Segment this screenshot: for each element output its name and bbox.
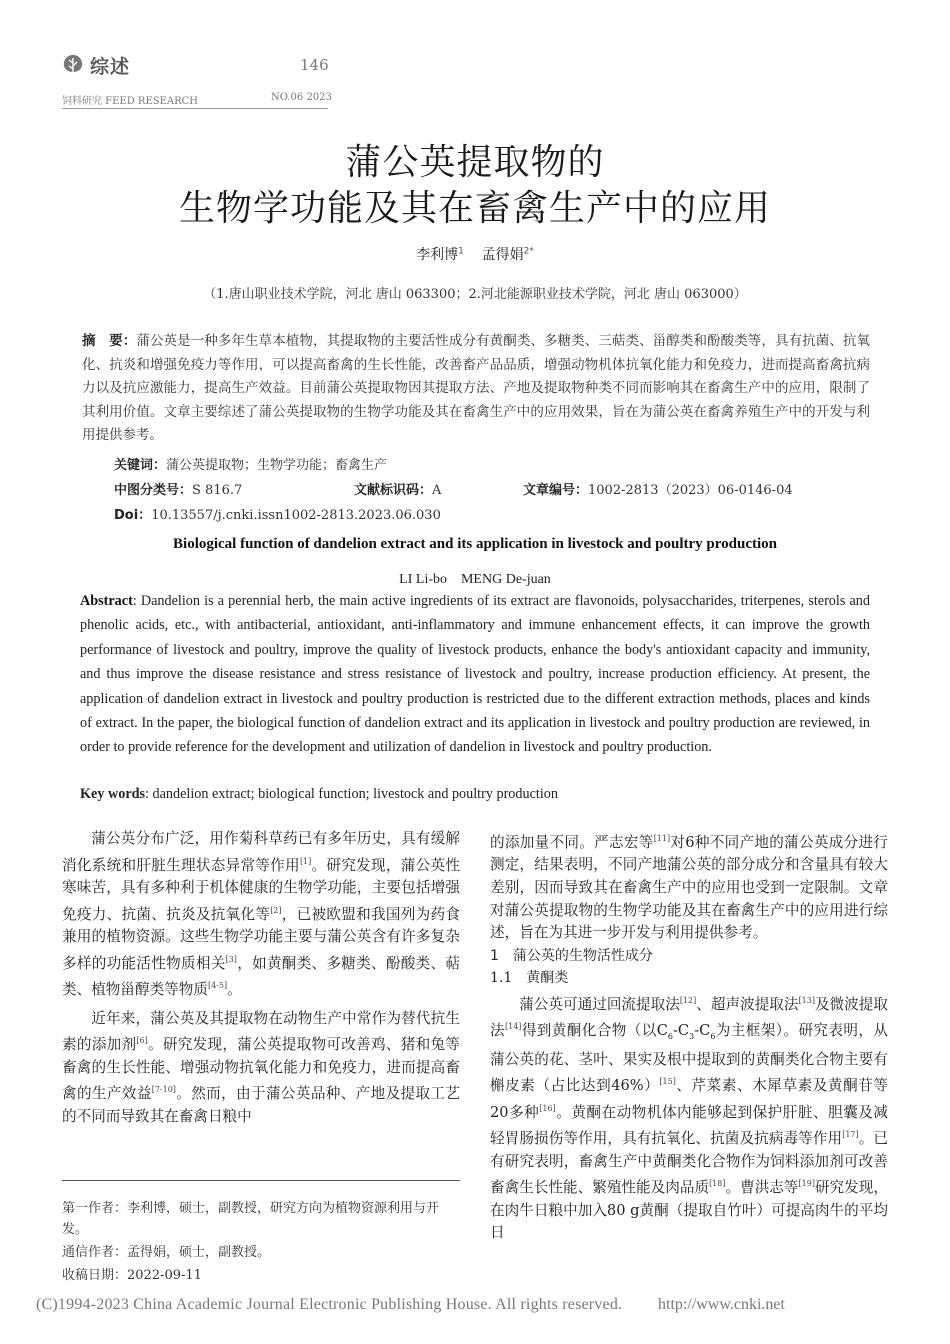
document-id [354, 479, 441, 498]
doi [114, 504, 441, 523]
english-abstract: Abstract: Dandelion is a perennial herb, the main active ingredients of its extract are flavonoids, polysaccharides, triterpenes, sterols and phenolic acids, etc., with antibacterial, antioxidant, anti-inflammatory and immune enhancement effects, it can improve the growth performance of livestock and poultry, improve the quality of livestock products, enhance the body's antioxidant capacity and immunity, and thus improve the disease resistance and stress resistance of livestock and poultry, increase production efficiency. At present, the application of dandelion extract in livestock and poultry production is restricted due to the different extraction methods, places and kinds of extract. In the paper, the biological function of dandelion extract and its application in livestock and poultry production are reviewed, in order to provide reference for the development and utilization of dandelion in livestock and poultry production. [80, 593, 870, 756]
doi-label: Doi： [114, 508, 152, 523]
citation: [12] [679, 996, 697, 1006]
paper-title-line1: 蒲公英提取物的 [345, 142, 605, 183]
paragraph: 近年来，蒲公英及其提取物在动物生产中常作为替代抗生素的添加剂[6]。研究发现，蒲公英提取物可改善鸡、猪和兔等畜禽的生长性能、增强动物抗氧化能力和免疫力，进而提高畜禽的生产效益[7-10]。然而，由于蒲公英品种、产地及提取工艺的不同而导致其在畜禽日粮中 [62, 1009, 460, 1125]
subsection-heading: 1.1 黄酮类 [490, 970, 569, 987]
citation: [16] [539, 1103, 556, 1113]
citation: [19] [798, 1179, 815, 1189]
doi-value: 10.13557/j.cnki.issn1002-2813.2023.06.030 [151, 508, 441, 523]
citation: [6] [136, 1036, 148, 1046]
keywords-cn-label: 关键词： [114, 458, 167, 473]
document-id-label: 文献标识码： [354, 483, 433, 498]
author-2-affil: 2* [523, 246, 534, 257]
footnote-received: 收稿日期：2022-09-11 [62, 1268, 202, 1283]
footnote-rule [62, 1180, 460, 1181]
keywords-cn [114, 454, 387, 473]
author-2: 孟得娟 [481, 247, 524, 263]
journal-name: 饲料研究 FEED RESEARCH [62, 96, 199, 107]
paragraph: 蒲公英可通过回流提取法[12]、超声波提取法[13]及微波提取法[14]得到黄酮化合物（以$C_6-C_3-C_6$为主框架）。研究表明，从蒲公英的花、茎叶、果实及根中提取到的黄酮类化合物主要有槲皮素（占比达到46%）[15]、芹菜素、木犀草素及黄酮苷等20多种[16]。黄酮在动物机体内能够起到保护肝脏、胆囊及减轻胃肠损伤等作用，具有抗氧化、抗菌及抗病毒等作用[17]。已有研究表明，畜禽生产中黄酮类化合物作为饲料添加剂可改善畜禽生长性能、繁殖性能及肉品质[18]。曹洪志等[19]研究发现，在肉牛日粮中加入80 g黄酮（提取自竹叶）可提高肉牛的平均日 [490, 995, 888, 1242]
section-heading: 1 蒲公英的生物活性成分 [490, 947, 653, 964]
english-keywords-label: Key words [80, 786, 146, 802]
journal-issue: NO.06 2023 [271, 92, 332, 103]
citation: [1] [299, 856, 312, 866]
english-abstract-label: Abstract [80, 593, 133, 609]
abstract-cn-label: 摘 要： [82, 333, 137, 349]
classification-label: 中图分类号： [114, 483, 193, 498]
citation: [3] [225, 954, 237, 964]
keywords-cn-text: 蒲公英提取物；生物学功能；畜禽生产 [166, 458, 388, 473]
english-keywords: Key words: dandelion extract; biological function; livestock and poultry production [80, 786, 558, 802]
footnote-corresponding: 通信作者：孟得娟，硕士，副教授。 [62, 1245, 271, 1260]
cnki-link[interactable]: http://www.cnki.net [658, 1296, 785, 1313]
author-1-affil: 1 [458, 246, 464, 257]
body-left-column [62, 828, 460, 1128]
citation: [18] [709, 1179, 726, 1189]
document-id-value: A [432, 483, 442, 498]
english-abstract-text: Dandelion is a perennial herb, the main active ingredients of its extract are flavonoids, polysaccharides, triterpenes, sterols and phenolic acids, etc., with antibacterial, antioxidant, anti-inflammatory and immune enhancement effects, it can improve the growth performance of livestock and poultry, improve the quality of livestock products, enhance the body's antioxidant capacity and immunity, and thus improve the disease resistance and stress resistance of livestock and poultry, increase production efficiency. At present, the application of dandelion extract in livestock and poultry production is restricted due to the different extraction methods, places and kinds of extract. In the paper, the biological function of dandelion extract and its application in livestock and poultry production are reviewed, in order to provide reference for the development and utilization of dandelion in livestock and poultry production. [80, 593, 870, 756]
paper-title-line2: 生物学功能及其在畜禽生产中的应用 [178, 188, 771, 229]
english-authors: LI Li-bo MENG De-juan [399, 572, 551, 587]
section-leaf-icon [62, 54, 84, 74]
copyright-notice: (C)1994-2023 China Academic Journal Electronic Publishing House. All rights reserved. [36, 1296, 623, 1313]
citation: [15] [659, 1077, 676, 1087]
page-number: 146 [300, 56, 329, 74]
classification-value: S 816.7 [192, 483, 243, 498]
paragraph: 蒲公英分布广泛，用作菊科草药已有多年历史，具有缓解消化系统和肝脏生理状态异常等作用[1]。研究发现，蒲公英性寒味苦，具有多种利于机体健康的生物学功能，主要包括增强免疫力、抗菌、抗炎及抗氧化等[2]，已被欧盟和我国列为药食兼用的植物资源。这些生物学功能主要与蒲公英含有许多复杂多样的功能活性物质相关[3]，如黄酮类、多糖类、酚酸类、萜类、植物甾醇类等物质[4-5]。 [62, 830, 460, 998]
paragraph: 的添加量不同。严志宏等[11]对6种不同产地的蒲公英成分进行测定，结果表明，不同产地蒲公英的部分成分和含量具有较大差别，因而导致其在畜禽生产中的应用也受到一定限制。文章对蒲公英提取物的生物学功能及其在畜禽生产中的应用进行综述，旨在为其进一步开发与利用提供参考。 [490, 833, 888, 942]
classification [114, 479, 242, 498]
citation: [14] [505, 1022, 522, 1032]
english-title: Biological function of dandelion extract and its application in livestock and poultry production [173, 536, 777, 552]
citation: [2] [270, 905, 282, 915]
article-number-label: 文章编号： [523, 483, 589, 498]
english-keywords-text: dandelion extract; biological function; livestock and poultry production [152, 786, 558, 802]
citation: [4-5] [207, 981, 228, 991]
footnote-first-author: 第一作者：李利博，硕士，副教授，研究方向为植物资源利用与开发。 [62, 1201, 440, 1237]
citation: [7-10] [151, 1085, 176, 1095]
article-number-value: 1002-2813（2023）06-0146-04 [588, 483, 793, 498]
citation: [13] [798, 996, 815, 1006]
citation: [11] [653, 834, 671, 843]
article-number [523, 479, 793, 498]
affiliation: （1.唐山职业技术学院，河北 唐山 063300；2.河北能源职业技术学院，河北 唐山 063000） [203, 287, 747, 302]
header-rule [62, 108, 328, 109]
abstract-cn-text: 蒲公英是一种多年生草本植物，其提取物的主要活性成分有黄酮类、多糖类、三萜类、甾醇类和酚酸类等，具有抗菌、抗氧化、抗炎和增强免疫力等作用，可以提高畜禽的生长性能，改善畜产品品质，增强动物机体抗氧化能力和免疫力，进而提高畜禽抗病力以及抗应激能力，提高生产效益。目前蒲公英提取物因其提取方法、产地及提取物种类不同而影响其在畜禽生产中的应用，限制了其利用价值。文章主要综述了蒲公英提取物的生物学功能及其在畜禽生产中的应用效果，旨在为蒲公英在畜禽养殖生产中的开发与利用提供参考。 [82, 333, 871, 443]
body-right-column [490, 828, 888, 1245]
author-1: 李利博 [416, 247, 459, 263]
citation: [17] [842, 1130, 859, 1140]
abstract-cn [82, 330, 870, 448]
section-label: 综述 [90, 56, 131, 78]
authors [0, 244, 950, 264]
